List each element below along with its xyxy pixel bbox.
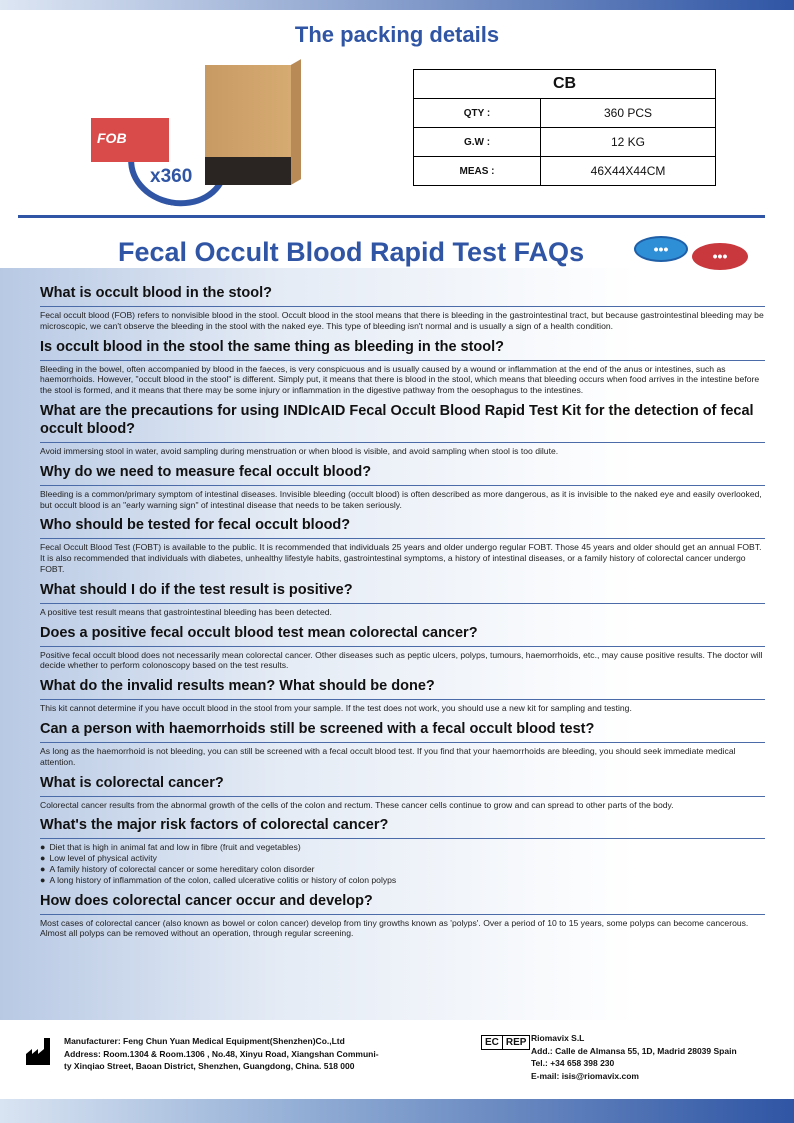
rep-address: Add.: Calle de Almansa 55, 1D, Madrid 28039 Spain [531,1045,737,1056]
multiplier-label: x360 [150,166,193,187]
risk-factor-text: A long history of inflammation of the colon, called ulcerative colitis or history of colon polyps [49,874,397,885]
faq-item [40,816,765,885]
risk-factor-item [40,875,765,886]
faq-question: What are the precautions for using INDIcAID Fecal Occult Blood Rapid Test Kit for the detection of fecal occult blood? [40,402,765,443]
packing-table [413,69,716,186]
faq-answer [40,842,765,885]
faq-item [40,516,765,574]
faq-question: What should I do if the test result is positive? [40,581,765,604]
row-label: G.W : [414,128,541,157]
faq-item [40,463,765,511]
faq-item [40,284,765,332]
ec-label: EC [485,1037,499,1048]
faq-answer: Bleeding is a common/primary symptom of intestinal diseases. Invisible bleeding (occult blood) is often described as more dangerous, as it is invisible to the naked eye and easily overlooked, but occult blood is an "early warning sign" of intestinal disease that needs to be taken seriously. [40,488,762,510]
risk-factor-item [40,842,765,853]
table-row [414,157,716,186]
risk-factor-text: Low level of physical activity [49,853,157,864]
faq-answer: Bleeding in the bowel, often accompanied by blood in the faeces, is very conspicuous and is usually caused by a wound or inflammation at the end of the anus or intestines, such as haemorrhoids. However, "occult blood in the stool" is different. Simply put, it means that there is blood in the stool, which means that bleeding occurs when food arrives in the intestine before the stool is formed, and it means that there may be some injury or inflammation in the digestive pathway from the oesophagus to the intestines. [40,363,760,396]
product-illustration [88,60,328,210]
manufacturer-name: Manufacturer: Feng Chun Yuan Medical Equipment(Shenzhen)Co.,Ltd [64,1036,345,1046]
chat-bubble-red-icon: ••• [692,243,748,270]
faq-title: Fecal Occult Blood Rapid Test FAQs [118,237,585,267]
risk-factor-item [40,864,765,875]
faq-item [40,677,765,714]
faq-item [40,402,765,457]
table-row [414,128,716,157]
faq-answer: Positive fecal occult blood does not necessarily mean colorectal cancer. Other diseases such as peptic ulcers, polyps, tumours, haemorrhoids, etc., may cause positive results. The doctor will decide whether to perform colonoscopy based on the test results. [40,649,763,671]
ec-rep-icon [481,1035,530,1050]
faq-item [40,720,765,768]
risk-factor-text: Diet that is high in animal fat and low in fibre (fruit and vegetables) [49,842,301,853]
faq-answer: Fecal Occult Blood Test (FOBT) is available to the public. It is recommended that individuals 25 years and older undergo regular FOBT. Those 45 years and older should get an annual FOBT. It is also recommended that individuals with diabetes, unhealthy lifestyle habits, gastrointestinal symptoms, a history of intestinal diseases, or a family history of colorectal cancer undergo FOBT. [40,542,762,574]
top-banner [0,0,794,10]
faq-question: What do the invalid results mean? What should be done? [40,677,765,700]
faq-answer: Colorectal cancer results from the abnormal growth of the cells of the colon and rectum. These cancer cells continue to grow and can spread to other parts of the body. [40,799,674,810]
faq-answer: A positive test result means that gastrointestinal bleeding has been detected. [40,606,332,617]
manufacturer-factory-icon [25,1036,55,1066]
ec-rep-info [531,1032,737,1082]
faq-item [40,774,765,811]
row-label: MEAS : [414,157,541,186]
row-value: 360 PCS [541,99,716,128]
faq-question: What is occult blood in the stool? [40,284,765,307]
faq-question: How does colorectal cancer occur and develop? [40,892,765,915]
faq-answer: Avoid immersing stool in water, avoid sampling during menstruation or when blood is visible, and avoid sampling when stool is too dilute. [40,445,559,456]
packing-title: The packing details [294,22,500,47]
faq-item [40,581,765,618]
faq-answer: Fecal occult blood (FOB) refers to nonvisible blood in the stool. Occult blood in the stool means that there is bleeding in the gastrointestinal tract, but because gastrointestinal bleeding may be microscopic, we can't observe the bleeding in the stool with the naked eye. This type of bleeding isn't normal and is usually a sign of a health condition. [40,310,764,331]
manufacturer-address: Address: Room.1304 & Room.1306 , No.48, Xinyu Road, Xiangshan Communi- [64,1048,379,1059]
rep-email: E-mail: isis@riomavix.com [531,1070,639,1081]
faq-question: What's the major risk factors of colorectal cancer? [40,816,765,839]
faq-item [40,892,765,940]
rep-label: REP [502,1036,530,1049]
risk-factor-text: A family history of colorectal cancer or some hereditary colon disorder [49,863,315,874]
faq-item [40,338,765,396]
faq-list [40,284,765,945]
risk-factor-item [40,853,765,864]
faq-question: Can a person with haemorrhoids still be screened with a fecal occult blood test? [40,720,765,743]
kit-box: FOB [91,118,169,162]
chat-bubble-blue-icon: ••• [634,236,688,262]
faq-answer: As long as the haemorrhoid is not bleeding, you can still be screened with a fecal occult blood test. If you find that your haemorrhoids are bleeding, you should seek immediate medical attention. [40,745,736,767]
manufacturer-address: ty Xinqiao Street, Baoan District, Shenzhen, Guangdong, China. 518 000 [64,1061,355,1071]
row-label: QTY : [414,99,541,128]
rep-tel: Tel.: +34 658 398 230 [531,1058,615,1068]
row-value: 46X44X44CM [541,157,716,186]
manufacturer-info [64,1035,379,1073]
faq-question: Who should be tested for fecal occult blood? [40,516,765,539]
faq-question: Does a positive fecal occult blood test mean colorectal cancer? [40,624,765,647]
section-divider [18,215,765,218]
carton-side [291,59,301,185]
table-header: CB [414,70,716,99]
faq-question: What is colorectal cancer? [40,774,765,797]
table-row [414,99,716,128]
faq-answer: This kit cannot determine if you have occult blood in the stool from your sample. If the test does not work, you should use a new kit for sampling and testing. [40,703,632,714]
carton-base [205,157,291,185]
row-value: 12 KG [541,128,716,157]
rep-name: Riomavix S.L [531,1033,585,1043]
faq-answer: Most cases of colorectal cancer (also known as bowel or colon cancer) develop from tiny growths known as 'polyps'. Over a period of 10 to 15 years, some polyps can become cancerous. Almost all polyps can be removed without an operation, through regular screening. [40,917,749,939]
bottom-banner [0,1099,794,1123]
faq-item [40,624,765,672]
faq-question: Why do we need to measure fecal occult blood? [40,463,765,486]
faq-question: Is occult blood in the stool the same thing as bleeding in the stool? [40,338,765,361]
